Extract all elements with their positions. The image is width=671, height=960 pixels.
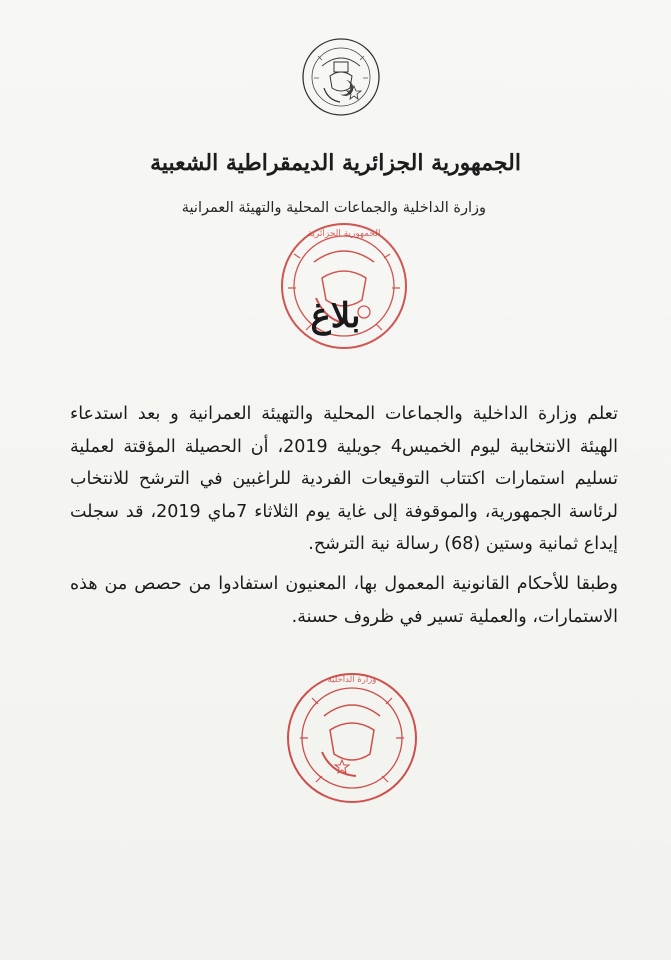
announcement-title: بلاغ <box>310 296 361 336</box>
body-paragraph: تعلم وزارة الداخلية والجماعات المحلية والتهيئة العمرانية و بعد استدعاء الهيئة الانتخابية ليوم الخميس4 جويلية 2019، أن الحصيلة المؤقتة لعملية تسليم استمارات اكتتاب التوقيعات الفردية للراغبين في الترشح للانتخاب لرئاسة الجمهورية، والموقوفة إلى غاية يوم الثلاثاء 7ماي 2019، قد سجلت إيداع ثمانية وستين (68) رسالة نية الترشح. <box>70 404 619 554</box>
official-red-stamp-icon <box>282 668 422 808</box>
body-paragraph: وطبقا للأحكام القانونية المعمول بها، المعنيون استفادوا من حصص من هذه الاستمارات، والعملية تسير في ظروف حسنة. <box>70 574 618 627</box>
algeria-state-emblem-icon <box>300 36 382 118</box>
svg-text:الجمهورية الجزائرية: الجمهورية الجزائرية <box>307 229 381 239</box>
official-red-stamp-icon <box>266 218 416 358</box>
republic-name: الجمهورية الجزائرية الديمقراطية الشعبية <box>150 150 521 176</box>
svg-text:وزارة الداخلية: وزارة الداخلية <box>327 675 377 685</box>
ministry-name: وزارة الداخلية والجماعات المحلية والتهيئة العمرانية <box>181 200 486 216</box>
